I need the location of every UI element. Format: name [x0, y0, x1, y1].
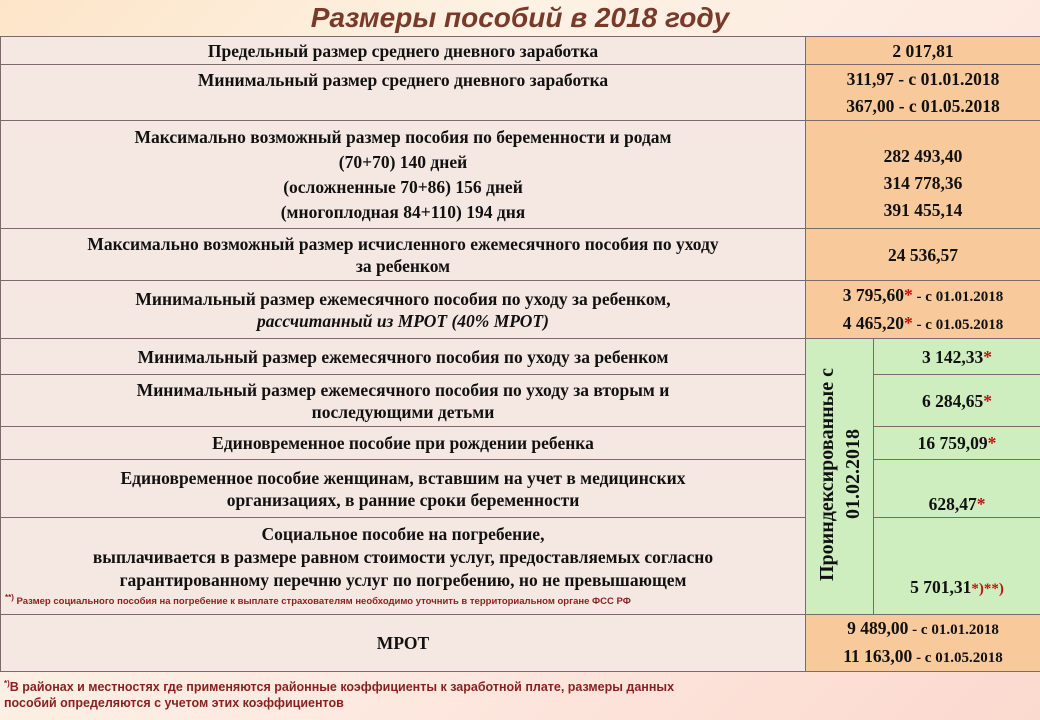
row-description: Минимальный размер ежемесячного пособия по уходу за ребенком, рассчитанный из МРОТ (40% МРОТ)	[1, 281, 806, 339]
row-description: МРОТ	[1, 615, 806, 672]
row-description: Минимальный размер ежемесячного пособия по уходу за вторым и последующими детьми	[1, 375, 806, 427]
row-value: 2 017,81	[806, 37, 1040, 65]
burial-footnote: **) Размер социального пособия на погребение к выплате страхователям необходимо уточнить в территориальном органе ФСС РФ	[5, 593, 631, 608]
indexed-label: Проиндексированные с 01.02.2018	[815, 367, 864, 581]
row-value: 24 536,57	[806, 229, 1040, 281]
table-row	[1, 460, 1040, 518]
row-value: 628,47*	[874, 460, 1040, 518]
row-value: 5 701,31*)**)	[874, 518, 1040, 615]
row-description: Минимальный размер среднего дневного заработка	[1, 65, 806, 121]
table-row	[1, 121, 1040, 229]
row-description: Предельный размер среднего дневного заработка	[1, 37, 806, 65]
row-value: 3 142,33*	[874, 339, 1040, 375]
row-description: Социальное пособие на погребение, выплачивается в размере равном стоимости услуг, предоставляемых согласно гарантированному перечню услуг по погребению, но не превышающем **) Размер социального пособия на погребение к выплате страхователям необходимо уточнить в территориальном органе ФСС РФ	[1, 518, 806, 615]
table-row	[1, 229, 1040, 281]
row-value: 282 493,40 314 778,36 391 455,14	[806, 121, 1040, 229]
table-row	[1, 37, 1040, 65]
table-row	[1, 518, 1040, 615]
row-description: Максимально возможный размер пособия по беременности и родам (70+70) 140 дней (осложненные 70+86) 156 дней (многоплодная 84+110) 194 дня	[1, 121, 806, 229]
page-title: Размеры пособий в 2018 году	[310, 2, 730, 33]
row-value: 311,97 - с 01.01.2018 367,00 - с 01.05.2018	[806, 65, 1040, 121]
row-description: Максимально возможный размер исчисленного ежемесячного пособия по уходу за ребенком	[1, 229, 806, 281]
table-row	[1, 339, 1040, 375]
row-value: 16 759,09*	[874, 427, 1040, 460]
benefits-table	[0, 36, 1040, 672]
row-value: 9 489,00 - с 01.01.2018 11 163,00 - с 01.05.2018	[806, 615, 1040, 672]
table-row	[1, 65, 1040, 121]
row-description: Единовременное пособие женщинам, вставшим на учет в медицинских организациях, в ранние сроки беременности	[1, 460, 806, 518]
table-row	[1, 281, 1040, 339]
footnote: *)В районах и местностях где применяются районные коэффициенты к заработной плате, размеры данных пособий определяются с учетом этих коэффициентов	[4, 679, 675, 711]
row-value: 6 284,65*	[874, 375, 1040, 427]
table-row	[1, 615, 1040, 672]
row-value: 3 795,60* - с 01.01.2018 4 465,20* - с 01.05.2018	[806, 281, 1040, 339]
table-row	[1, 375, 1040, 427]
indexed-label-cell	[806, 339, 874, 615]
table-row	[1, 427, 1040, 460]
row-description: Минимальный размер ежемесячного пособия по уходу за ребенком	[1, 339, 806, 375]
row-description: Единовременное пособие при рождении ребенка	[1, 427, 806, 460]
